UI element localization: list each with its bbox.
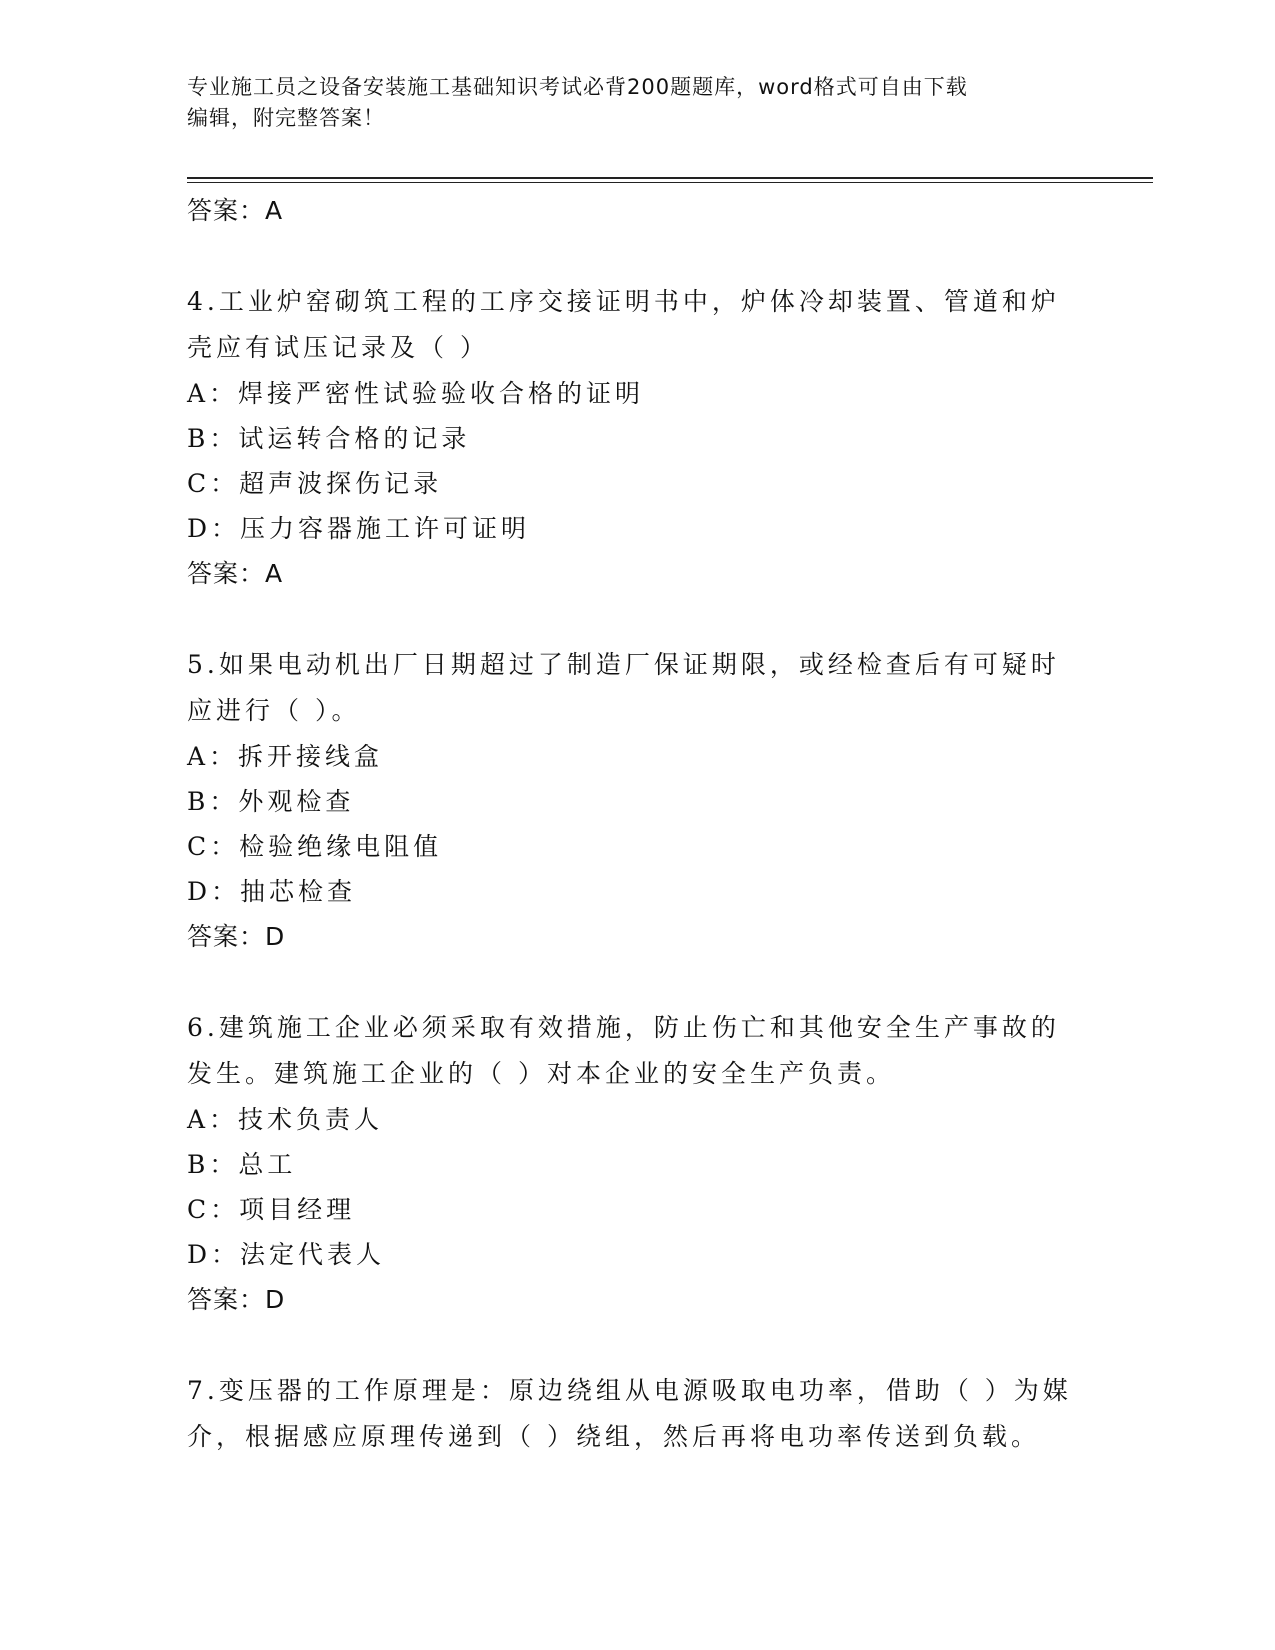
question-text-line: 发生。建筑施工企业的（ ）对本企业的安全生产负责。 bbox=[187, 1059, 895, 1088]
document-header bbox=[187, 72, 1067, 134]
question-text-line: 应进行（ ）。 bbox=[187, 696, 361, 725]
option-b: B：外观检查 bbox=[187, 787, 355, 816]
question-4 bbox=[187, 279, 1087, 596]
option-b: B：总工 bbox=[187, 1150, 297, 1179]
option-c: C：项目经理 bbox=[187, 1195, 356, 1224]
option-a: A：焊接严密性试验验收合格的证明 bbox=[187, 379, 645, 408]
answer-line: 答案：A bbox=[187, 559, 284, 588]
question-text-line: 6.建筑施工企业必须采取有效措施，防止伤亡和其他安全生产事故的 bbox=[187, 1013, 1060, 1042]
option-c: C：超声波探伤记录 bbox=[187, 469, 443, 498]
header-line-1: 专业施工员之设备安装施工基础知识考试必背200题题库，word格式可自由下载 bbox=[187, 75, 968, 99]
question-7 bbox=[187, 1368, 1087, 1460]
answer-line: 答案：D bbox=[187, 922, 286, 951]
question-list bbox=[187, 188, 1087, 1460]
option-c: C：检验绝缘电阻值 bbox=[187, 832, 443, 861]
header-divider-thick bbox=[187, 177, 1153, 179]
option-d: D：抽芯检查 bbox=[187, 877, 357, 906]
question-text-line: 4.工业炉窑砌筑工程的工序交接证明书中，炉体冷却装置、管道和炉 bbox=[187, 287, 1060, 316]
answer-line: 答案：A bbox=[187, 196, 284, 225]
option-a: A：拆开接线盒 bbox=[187, 742, 384, 771]
question-text-line: 壳应有试压记录及（ ） bbox=[187, 333, 489, 362]
question-text-line: 7.变压器的工作原理是：原边绕组从电源吸取电功率，借助（ ）为媒 bbox=[187, 1376, 1072, 1405]
option-a: A：技术负责人 bbox=[187, 1105, 384, 1134]
question-5 bbox=[187, 642, 1087, 959]
option-b: B：试运转合格的记录 bbox=[187, 424, 471, 453]
header-line-2: 编辑，附完整答案！ bbox=[187, 106, 385, 130]
header-divider-thin bbox=[187, 182, 1153, 183]
question-text-line: 5.如果电动机出厂日期超过了制造厂保证期限，或经检查后有可疑时 bbox=[187, 650, 1060, 679]
question-text-line: 介，根据感应原理传递到（ ）绕组，然后再将电功率传送到负载。 bbox=[187, 1422, 1040, 1451]
option-d: D：压力容器施工许可证明 bbox=[187, 514, 531, 543]
question-6 bbox=[187, 1005, 1087, 1322]
answer-line: 答案：D bbox=[187, 1285, 286, 1314]
option-d: D：法定代表人 bbox=[187, 1240, 386, 1269]
